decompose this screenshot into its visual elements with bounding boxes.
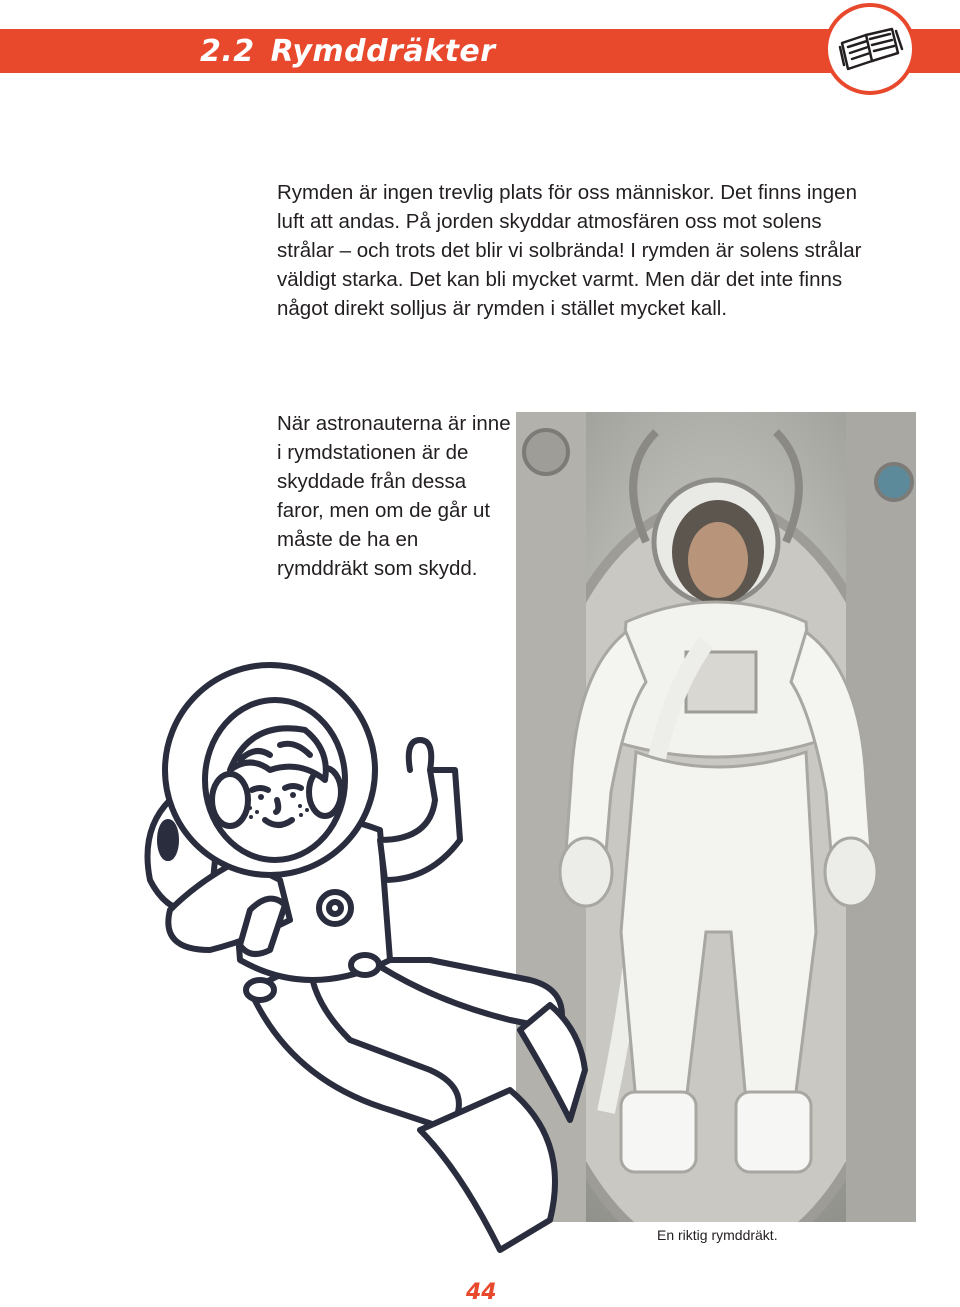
section-number: 2.2: [200, 34, 255, 69]
photo-caption: En riktig rymddräkt.: [657, 1227, 778, 1243]
section-heading: [200, 29, 496, 73]
page-number: 44: [466, 1280, 497, 1305]
intro-paragraph: Rymden är ingen trevlig plats för oss människor. Det finns ingen luft att andas. På jorden skyddar atmosfären oss mot solens strålar – och trots det blir vi solbrända! I rymden är solens strålar väldigt starka. Det kan bli mycket varmt. Men där det inte finns något direkt solljus är rymden i stället mycket kall.: [277, 181, 862, 320]
section-badge: [824, 3, 916, 95]
section-title: Rymddräkter: [270, 34, 496, 69]
open-book-icon: [836, 25, 904, 71]
side-paragraph: När astronauterna är inne i rymdstationen är de skyddade från dessa faror, men om de går ut måste de ha en rymddräkt som skydd.: [277, 412, 511, 580]
cartoon-astronaut-illustration: [130, 660, 590, 1260]
